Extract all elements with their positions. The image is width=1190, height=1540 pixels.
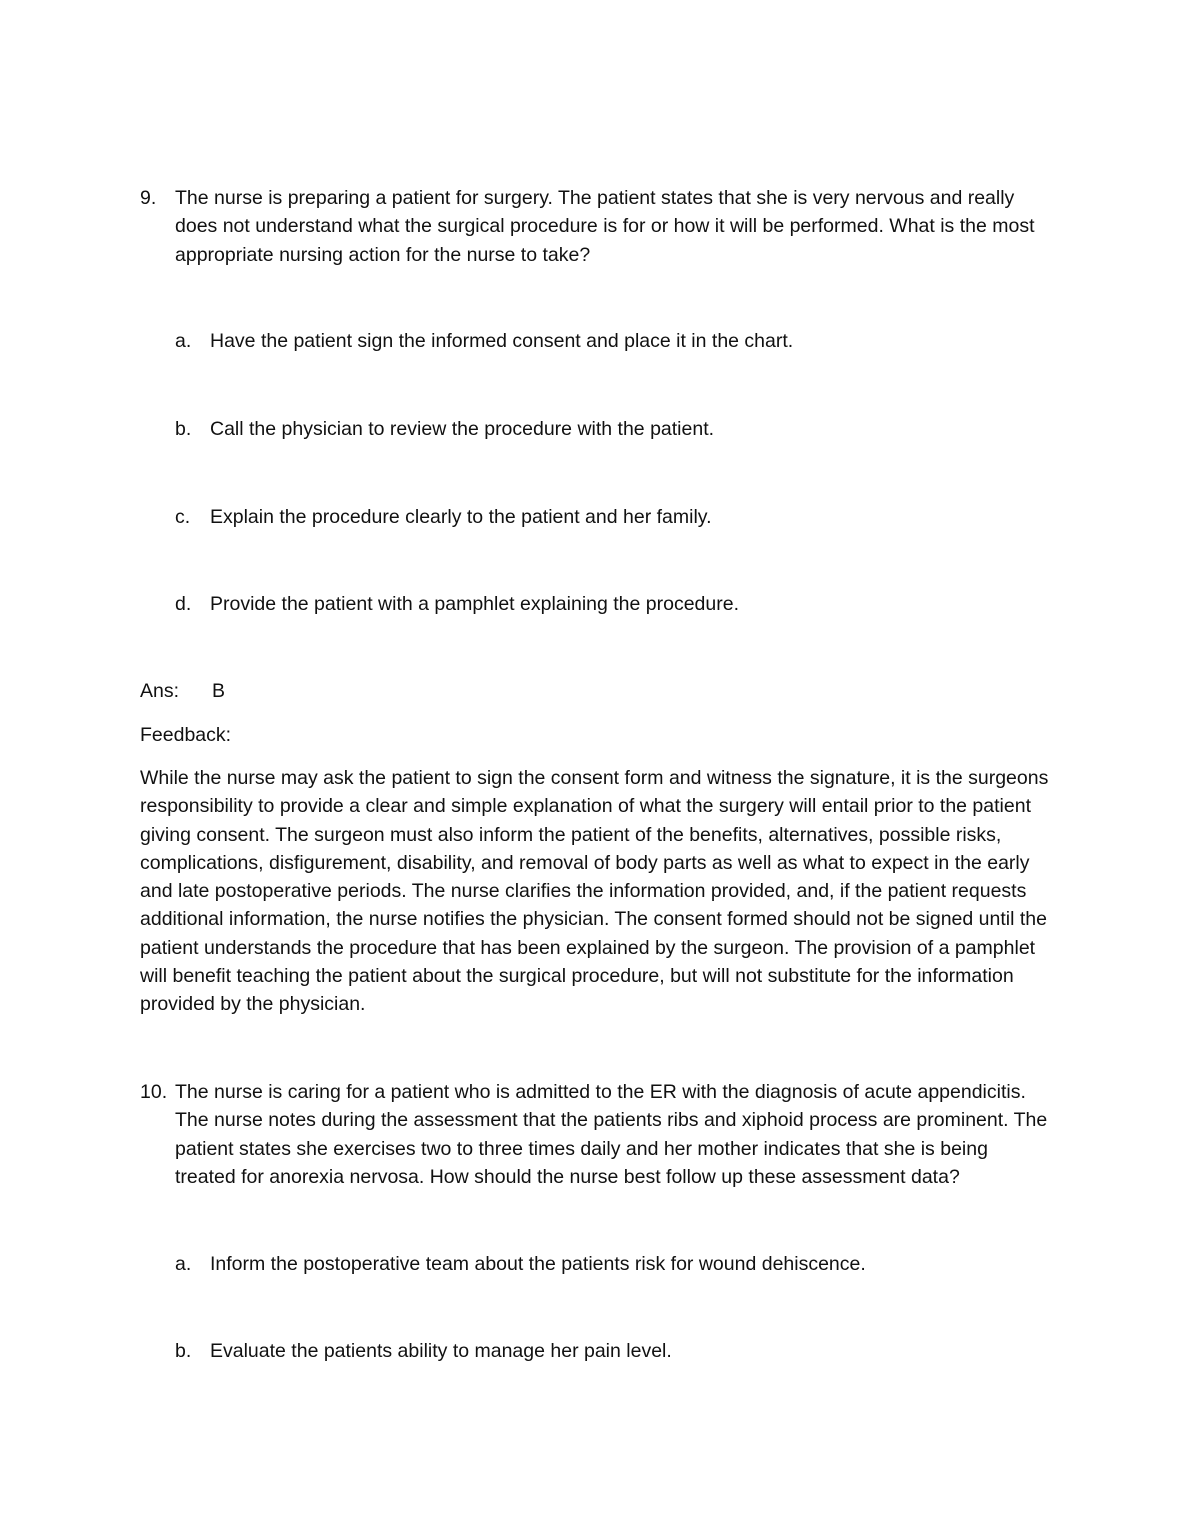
option-letter: a. — [175, 330, 192, 352]
option-letter: b. — [175, 418, 192, 440]
answer-label: Ans: — [140, 680, 180, 702]
option-text: Call the physician to review the procedure with the patient. — [210, 418, 715, 440]
question-9 — [140, 184, 1052, 269]
option-letter: d. — [175, 593, 192, 615]
question-number: 9. — [140, 187, 157, 209]
feedback-text: While the nurse may ask the patient to sign the consent form and witness the signature, it is the surgeons responsibility to provide a clear and simple explanation of what the surgery will entail prior to the patient giving consent. The surgeon must also inform the patient of the benefits, alternatives, possible risks, complications, disfigurement, disability, and removal of body parts as well as what to expect in the early and late postoperative periods. The nurse clarifies the information provided, and, if the patient requests additional information, the nurse notifies the physician. The consent formed should not be signed until the patient understands the procedure that has been explained by the surgeon. The provision of a pamphlet will benefit teaching the patient about the surgical procedure, but will not substitute for the information provided by the physician. — [140, 767, 1049, 1016]
option-9b — [175, 415, 1045, 443]
option-letter: c. — [175, 506, 191, 528]
question-text: The nurse is caring for a patient who is admitted to the ER with the diagnosis of acute appendicitis. The nurse notes during the assessment that the patients ribs and xiphoid process are prominent. The patient states she exercises two to three times daily and her mother indicates that she is being treated for anorexia nervosa. How should the nurse best follow up these assessment data? — [175, 1081, 1048, 1188]
option-9a — [175, 327, 1045, 355]
option-text: Evaluate the patients ability to manage her pain level. — [210, 1340, 672, 1362]
option-10b — [175, 1337, 1045, 1365]
question-number: 10. — [140, 1081, 168, 1103]
option-text: Provide the patient with a pamphlet explaining the procedure. — [210, 593, 740, 615]
option-text: Inform the postoperative team about the patients risk for wound dehiscence. — [210, 1253, 866, 1275]
answer-value: B — [212, 680, 226, 702]
option-letter: b. — [175, 1340, 192, 1362]
option-text: Explain the procedure clearly to the patient and her family. — [210, 506, 712, 528]
question-10 — [140, 1078, 1052, 1191]
question-text: The nurse is preparing a patient for surgery. The patient states that she is very nervous and really does not understand what the surgical procedure is for or how it will be performed. What is the most appropriate nursing action for the nurse to take? — [175, 187, 1035, 266]
option-9c — [175, 503, 1045, 531]
option-letter: a. — [175, 1253, 192, 1275]
option-10a — [175, 1250, 1045, 1278]
option-9d — [175, 590, 1045, 618]
feedback-label: Feedback: — [140, 724, 232, 746]
option-text: Have the patient sign the informed consent and place it in the chart. — [210, 330, 794, 352]
